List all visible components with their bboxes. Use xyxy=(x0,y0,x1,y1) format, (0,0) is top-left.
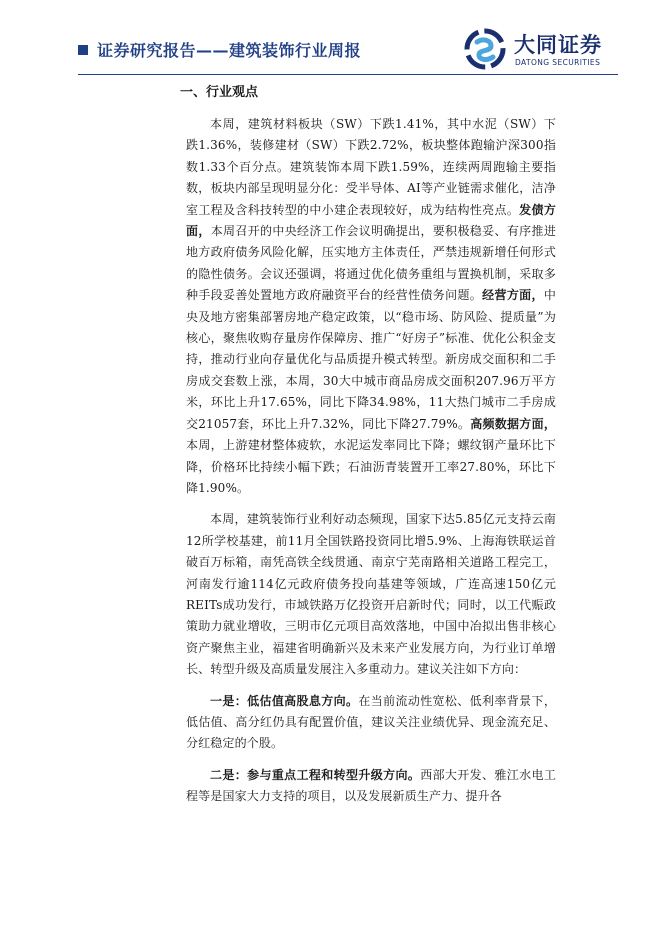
header-divider xyxy=(78,74,618,75)
text-high-frequency: 本周，上游建材整体疲软，水泥运发率同比下降；螺纹钢产量环比下降，价格环比持续小幅下跌；石油沥青装置开工率27.80%，环比下降1.90%。 xyxy=(186,438,556,495)
header-square-marker xyxy=(78,45,88,55)
report-header xyxy=(0,0,662,78)
label-direction-one: 一是：低估值高股息方向。 xyxy=(210,693,359,708)
section-heading: 一、行业观点 xyxy=(180,85,259,100)
logo-english-name: DATONG SECURITIES xyxy=(515,58,601,67)
label-operations: 经营方面， xyxy=(482,288,544,303)
datong-logo-icon xyxy=(464,28,506,70)
text-direction-one: 在当前流动性宽松、低利率背景下，低估值、高分红仍具有配置价值，建议关注业绩优异、现金流充足、分红稳定的个股。 xyxy=(186,693,556,751)
label-debt: 发债方面， xyxy=(186,202,557,239)
text-operations: 中央及地方密集部署房地产稳定政策，以“稳市场、防风险、提质量”为核心，聚焦收购存量房作保障房、推广“好房子”标准、优化公积金支持，推动行业向存量优化与品质提升模式转型。新房成交面积和二手房成交套数上涨，本周，30大中城市商品房成交面积207.96万平方米，环比上升17.65%，同比下降34.98%，11大热门城市二手房成交21057套，环比上升7.32%，同比下降27.79%。 xyxy=(186,288,556,431)
logo-chinese-name: 大同证券 xyxy=(514,33,602,57)
paragraph-direction-one xyxy=(186,691,556,755)
label-high-frequency: 高频数据方面， xyxy=(470,416,556,431)
text-sector-performance: 本周，建筑材料板块（SW）下跌1.41%，其中水泥（SW）下跌1.36%，装修建材（SW）下跌2.72%，板块整体跑输沪深300指数1.33个百分点。建筑装饰本周下跌1.59%，连续两周跑输主要指数，板块内部呈现明显分化：受半导体、AI等产业链需求催化，洁净室工程及含科技转型的中小建企表现较好，成为结构性亮点。 xyxy=(186,117,556,217)
label-direction-two: 二是：参与重点工程和转型升级方向。 xyxy=(210,767,421,782)
text-direction-two: 西部大开发、雅江水电工程等是国家大力支持的项目，以及发展新质生产力、提升各 xyxy=(186,767,556,804)
report-body xyxy=(180,82,557,818)
paragraph-industry-news: 本周，建筑装饰行业利好动态频现，国家下达5.85亿元支持云南12所学校基建，前11月全国铁路投资同比增5.9%、上海海铁联运首破百万标箱，南凭高铁全线贯通、南京宁芜南路相关道路工程完工，河南发行逾114亿元政府债务投向基建等领域，广连高速150亿元REITs成功发行，市域铁路万亿投资开启新时代；同时，以工代赈政策助力就业增收，三明市亿元项目高效落地，中国中冶拟出售非核心资产聚焦主业，福建省明确新兴及未来产业发展方向，为行业订单增长、转型升级及高质量发展注入多重动力。建议关注如下方向： xyxy=(186,512,556,677)
text-debt: 本周召开的中央经济工作会议明确提出，要积极稳妥、有序推进地方政府债务风险化解，压实地方主体责任，严禁违规新增任何形式的隐性债务。会议还强调，将通过优化债务重组与置换机制，采取多种手段妥善处置地方政府融资平台的经营性债务问题。 xyxy=(186,224,556,303)
paragraph-direction-two xyxy=(186,765,556,808)
company-logo xyxy=(464,28,614,72)
paragraph-market-review xyxy=(186,114,556,499)
report-title: 证券研究报告——建筑装饰行业周报 xyxy=(97,41,362,60)
